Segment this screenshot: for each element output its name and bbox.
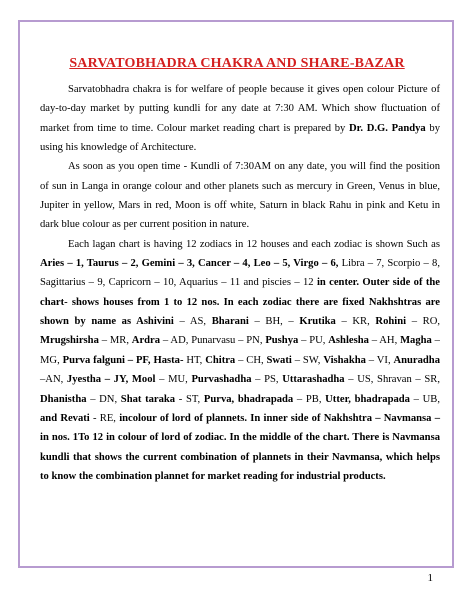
bold-text: Mrugshirsha	[40, 335, 99, 347]
text-run: – US, Shravan – SR,	[344, 374, 440, 386]
bold-text: Chitra	[205, 354, 236, 366]
paragraph	[40, 80, 440, 157]
text-run: – RO,	[406, 316, 440, 328]
text-run: As soon as you open time - Kundli of 7:30AM on any date, you will find the position of sun in Langa in orange colour and other planets such as mercury in Green, Venus in blue, Jupiter in yellow, Mars in red, Moon is off white, Saturn in black Rahu in pink and Ketu in dark blue colour as per current position in nature.	[40, 161, 440, 231]
document-body	[40, 80, 440, 486]
bold-text: in center. Outer side of the chart- shows houses from 1 to 12 nos. In each zodiac there are fixed Nakhshtras are shown by name as Ashivini	[40, 277, 440, 328]
text-run: – PB,	[293, 393, 326, 405]
bold-text: Dr. D.G. Pandya	[349, 122, 426, 134]
bold-text: Magha	[400, 335, 432, 347]
bold-text: Dhanistha	[40, 393, 87, 405]
text-run: HT,	[183, 354, 206, 366]
text-run: – DN,	[86, 393, 121, 405]
text-run: – PS,	[251, 374, 283, 386]
text-run: –AN,	[40, 374, 67, 386]
bold-text: Ashlesha	[328, 335, 369, 347]
bold-text: and Revati	[40, 412, 90, 424]
text-run: – MU,	[155, 374, 192, 386]
bold-text: Ardra	[131, 335, 161, 347]
text-run: – CH,	[235, 354, 267, 366]
text-run: – BH, –	[248, 316, 300, 328]
paragraph	[40, 157, 440, 234]
bold-text: Jyestha – JY, Mool	[66, 374, 156, 386]
bold-text: Purvashadha	[191, 374, 252, 386]
text-run: – VI,	[365, 354, 394, 366]
bold-text: Bharani	[211, 316, 249, 328]
text-run: – SW,	[291, 354, 324, 366]
text-run: – AH,	[368, 335, 401, 347]
bold-text: Anuradha	[393, 354, 440, 366]
bold-text: incolour of lord of plannets. In inner side of Nakhshtra – Navmansa – in nos. 1To 12 in colour of lord of zodiac. In the middle of the chart. There is Navmansa kundli that shows the current combination of plannets in their Navmansa, which helps to know the combination plannet for market reading for industrial products.	[40, 412, 440, 482]
text-run: – KR,	[335, 316, 376, 328]
bold-text: Purva, bhadrapada	[203, 393, 294, 405]
bold-text: Krutika	[299, 316, 336, 328]
text-run: Libra – 7, Scorpio – 8, Sagittarius – 9, Capricorn – 10, Aquarius – 11 and piscies – 12	[40, 258, 440, 289]
page-number: 1	[427, 572, 433, 584]
text-run: – AS,	[173, 316, 212, 328]
bold-text: Swati	[266, 354, 292, 366]
bold-text: Rohini	[375, 316, 407, 328]
bold-text: Shat taraka	[120, 393, 176, 405]
paragraph	[40, 235, 440, 486]
text-run: – AD, Punarvasu – PN,	[160, 335, 266, 347]
bold-text: Vishakha	[323, 354, 366, 366]
text-run: - ST,	[175, 393, 204, 405]
text-run: – PU,	[298, 335, 329, 347]
page-title: SARVATOBHADRA CHAKRA AND SHARE-BAZAR	[69, 56, 405, 71]
bold-text: Purva falguni – PF, Hasta-	[62, 354, 184, 366]
text-run: – MG,	[40, 335, 440, 366]
bold-text: Pushya	[265, 335, 299, 347]
text-run: – MR,	[98, 335, 132, 347]
text-run: – UB,	[409, 393, 440, 405]
text-run: - RE,	[89, 412, 120, 424]
bold-text: Utter, bhadrapada	[325, 393, 410, 405]
text-run: Each lagan chart is having 12 zodiacs in 12 houses and each zodiac is shown Such as	[68, 238, 440, 250]
bold-text: Aries – 1, Taurus – 2, Gemini – 3, Cancer – 4, Leo – 5, Virgo – 6,	[40, 258, 339, 270]
text-run: by using his knowledge of Architecture.	[40, 122, 440, 154]
bold-text: Uttarashadha	[282, 374, 345, 386]
text-run: Sarvatobhadra chakra is for welfare of people because it gives open colour Picture of day-to-day market by putting kundli for any date at 7:30 AM. Which show fluctuation of market from time to time. Colour market reading chart is prepared by	[40, 84, 440, 134]
